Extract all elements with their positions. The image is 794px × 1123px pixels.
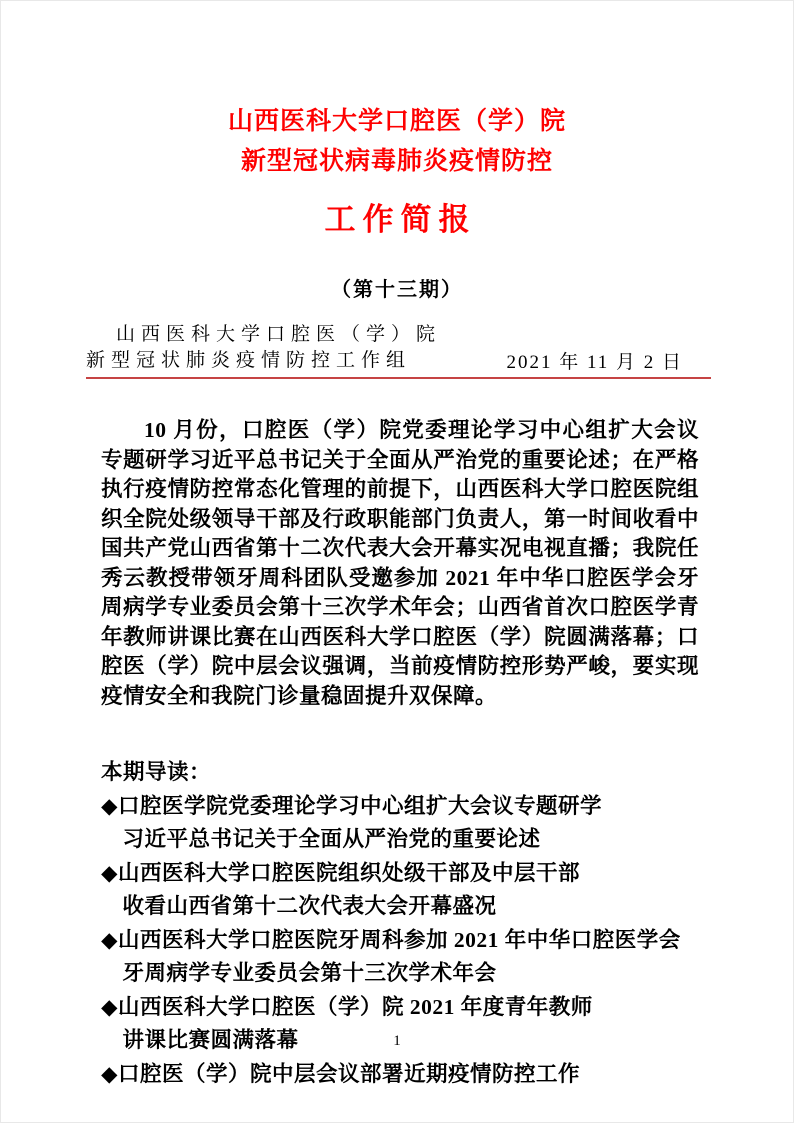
org-title-line2: 新型冠状病毒肺炎疫情防控 — [240, 147, 553, 175]
digest-item-line2: 收看山西省第十二次代表大会开幕盛况 — [122, 894, 497, 918]
diamond-bullet-icon: ◆ — [101, 860, 119, 885]
digest-item-line1: 山西医科大学口腔医院牙周科参加 2021 年中华口腔医学会 — [118, 927, 681, 952]
diamond-bullet-icon: ◆ — [101, 1061, 119, 1086]
digest-item-line1: 口腔医学院党委理论学习中心组扩大会议专题研学 — [118, 793, 603, 818]
digest-item-line2: 讲课比赛圆满落幕 — [122, 1028, 299, 1052]
digest-item-line1: 口腔医（学）院中层会议部署近期疫情防控工作 — [118, 1061, 581, 1086]
issue-date: 2021 年 11 月 2 日 — [506, 352, 683, 373]
bulletin-main-title: 工作简报 — [324, 202, 477, 237]
digest-item — [101, 924, 699, 991]
digest-item — [101, 1058, 699, 1092]
digest-item-line1: 山西医科大学口腔医（学）院 2021 年度青年教师 — [118, 994, 593, 1019]
document-header — [1, 1, 793, 302]
digest-item-line1: 山西医科大学口腔医院组织处级干部及中层干部 — [118, 860, 581, 885]
masthead — [86, 322, 711, 379]
digest-item — [101, 857, 699, 924]
digest-item — [101, 790, 699, 857]
issuing-org-line2: 新型冠状肺炎疫情防控工作组 — [86, 350, 412, 371]
digest-item-line2: 牙周病学专业委员会第十三次学术年会 — [122, 961, 497, 985]
digest-item-line2: 习近平总书记关于全面从严治党的重要论述 — [122, 827, 541, 851]
diamond-bullet-icon: ◆ — [101, 994, 119, 1019]
issue-number-label: （第十三期） — [331, 279, 463, 301]
issuing-org-line1: 山西医科大学口腔医（学）院 — [116, 324, 442, 345]
issuing-organization — [86, 322, 441, 374]
org-title-line1: 山西医科大学口腔医（学）院 — [227, 107, 566, 135]
diamond-bullet-icon: ◆ — [101, 793, 119, 818]
diamond-bullet-icon: ◆ — [101, 927, 119, 952]
digest-label: 本期导读： — [101, 760, 212, 784]
summary-paragraph: 10 月份，口腔医（学）院党委理论学习中心组扩大会议专题研学习近平总书记关于全面从严治党的重要论述；在严格执行疫情防控常态化管理的前提下，山西医科大学口腔医院组织全院处级领导干部及行政职能部门负责人，第一时间收看中国共产党山西省第十二次代表大会开幕实况电视直播；我院任秀云教授带领牙周科团队受邀参加 2021 年中华口腔医学会牙周病学专业委员会第十三次学术年会；山西省首次口腔医学青年教师讲课比赛在山西医科大学口腔医（学）院圆满落幕；口腔医（学）院中层会议强调，当前疫情防控形势严峻，要实现疫情安全和我院门诊量稳固提升双保障。 — [101, 418, 699, 708]
page-number: 1 — [393, 1033, 401, 1049]
